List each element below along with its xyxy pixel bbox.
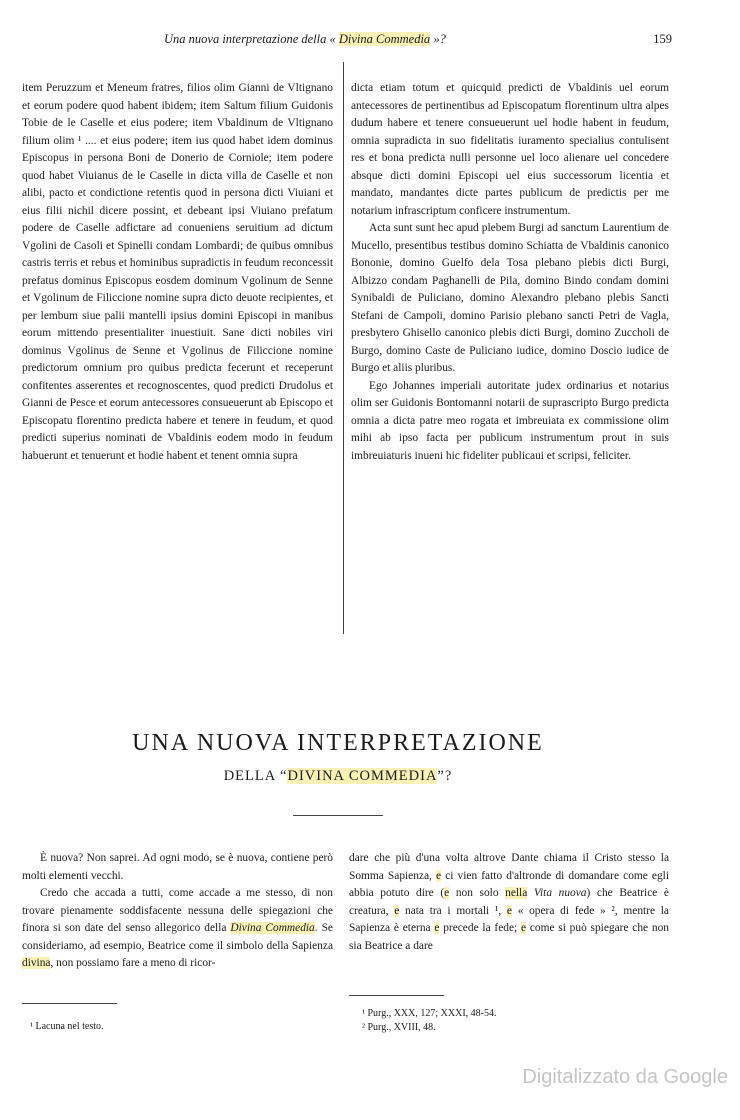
document-column-right — [351, 80, 669, 465]
paragraph: È nuova? Non saprei. Ad ogni modo, se è nuova, contiene però molti elementi vecchi. — [22, 852, 333, 882]
document-column-left — [22, 80, 333, 465]
paragraph: Acta sunt sunt hec apud plebem Burgi ad sanctum Laurentium de Mucello, presentibus testibus domino Schiatta de Vbaldinis canonico Bononie, domino Guelfo dela Tosa plebano plebis dicti Burgi, Albizzo condam Paghanelli de Pila, domino Bindo condam domini Synibaldi de Puliciano, domino Alexandro plebano plebis Sancti Stefani de Campoli, domino Parisio plebano sancti Petri de Vagla, presbytero Ghisello canonico plebis dicti Burgi, domino Zuccholi de Burgo, domino Caste de Puliciano iudice, domino Doscio iudice de Burgo et aliis pluribus. — [351, 222, 669, 374]
paragraph: item Peruzzum et Meneum fratres, filios olim Gianni de Vltignano et eorum podere quod habent ibidem; item Saltum filium Guidonis Tobie de le Caselle et eius podere; item Vbaldinum de Vltignano filium olim ¹ .... et eius podere; item ius quod habet idem dominus Episcopus in persona Boni de Donerio de Corniole; item podere quod habet Viuianus de le Caselle in dicta villa de Caselle et non alibi, pacto et condictione retentis quod in persona dicti Viuiani et eius filii nichil dicere possint, et debeant ipsi Viuiano prefatum podere de Caselle adfictare ad conueniens seruitium ad dictum Vgolini de Casoli et Spinelli condam Lombardi; de quibus omnibus castris terris et rebus et hominibus supradictis in feudum reconcessit prefatus dominus Episcopus eosdem dominum Vgolinum de Senne et Vgolinum de Filiccione nomine supra dicto deuote recipientes, et per lembum siue palii mantelli ipsius domini Episcopi in manibus eorum mittendo presentialiter inuestiuit. Sane dicti nobiles viri dominus Vgolinus de Senne et Vgolinus de Filiccione nomine predictorum omnium pro quibus predicta fecerunt et receperunt confitentes asserentes et recognoscentes, quod predicti Drudolus et Gianni de Pesce et eorum antecessores consueuerunt ab Episcopo et Episcopatu florentino predicta habere et tenere in feudum, et quod predicti superius nominati de Vbaldinis eodem modo in feudum habuerunt et tenuerunt et hodie habent et tenent omnia supra — [22, 82, 333, 462]
footnotes-right — [362, 1007, 496, 1035]
paragraph: Ego Johannes imperiali autoritate judex ordinarius et notarius olim ser Guidonis Bontomanni notarii de suprascripto Burgo predicta omnia a dicta patre meo rogata et imbreuiata ex commissione olim mihi ab ipso facta per publicum instrumentum prout in suis imbreuiaturis inueni hic fideliter publicaui et scripsi, feliciter. — [351, 379, 669, 462]
subtitle-highlight: DIVINA COMMEDIA — [287, 768, 438, 784]
footnote: ¹ Purg., XXX, 127; XXXI, 48-54. — [362, 1008, 497, 1019]
title-rule — [293, 815, 383, 816]
footnote: ¹ Lacuna nel testo. — [30, 1021, 104, 1032]
footnote: ² Purg., XVIII, 48. — [362, 1022, 436, 1033]
article-title: UNA NUOVA INTERPRETAZIONE — [132, 730, 544, 756]
paragraph: Credo che accada a tutti, come accade a me stesso, di non trovare pienamente soddisfacente nessuna delle spiegazioni che finora si son date del senso allegorico della Divina Commedia. Se consideriamo, ad esempio, Beatrice come il simbolo della Sapienza divina, non possiamo fare a meno di ricor- — [22, 887, 333, 969]
page-header — [14, 30, 728, 50]
article-subtitle: DELLA “DIVINA COMMEDIA”? — [223, 768, 453, 784]
footnote-rule — [349, 995, 444, 996]
footnote-rule — [22, 1003, 117, 1004]
page-number: 159 — [653, 32, 672, 46]
article-column-left — [22, 850, 333, 973]
paragraph: dare che più d'una volta altrove Dante chiama il Cristo stesso la Somma Sapienza, e ci vien fatto d'altronde di domandare come egli abbia potuto dire (e non solo nella Vita nuova) che Beatrice è creatura, e nata tra i mortali ¹, e « opera di fede » ², mentre la Sapienza è eterna e precede la fede; e come si può spiegare che non sia Beatrice a dare — [349, 852, 670, 952]
footnotes-left — [30, 1020, 104, 1034]
running-title: Una nuova interpretazione della « Divina Commedia »? — [164, 32, 446, 46]
running-title-highlight: Divina Commedia — [338, 32, 431, 46]
column-divider — [343, 62, 344, 634]
article-column-right — [349, 850, 669, 955]
paragraph: dicta etiam totum et quicquid predicti de Vbaldinis uel eorum antecessores de pertinentibus ad Episcopatum florentinum ultra alpes dudum habere et tenere consueuerunt uel hodie habent in feudum, omnia supradicta in suo fidelitatis iuramento specialius contulisent res et bona predicta nulli personne uel loco alienare uel concedere absque dicti domini Episcopi uel eius successorum licentia et mandato, mandantes dicte partes publicum de predictis per me notarium infrascriptum conficere instrumentum. — [351, 82, 669, 217]
watermark: Digitalizzato da Google — [522, 1066, 728, 1088]
